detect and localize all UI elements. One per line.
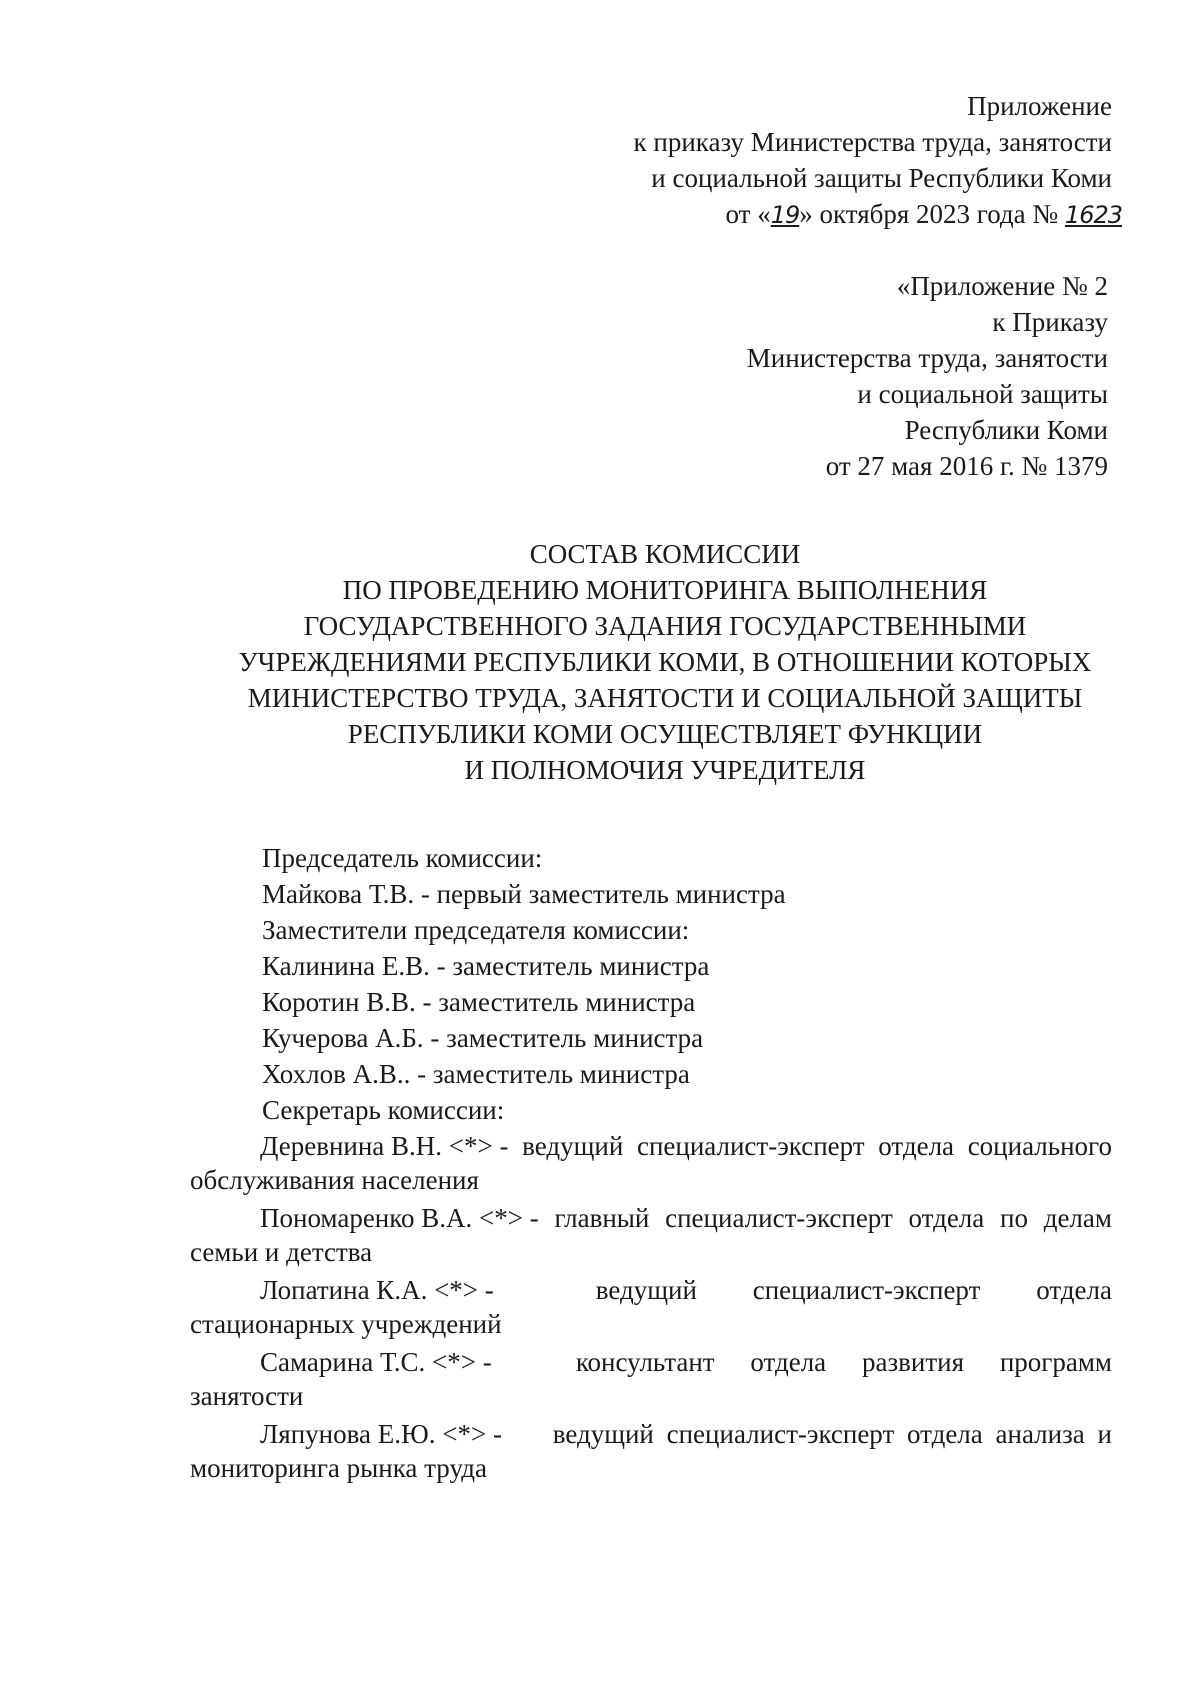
annex-date-line: от «19» октября 2023 года № 1623: [725, 199, 1122, 229]
prior-annex-line3: Министерства труда, занятости: [746, 343, 1108, 373]
chair-entry: Майкова Т.В. - первый заместитель министра: [262, 879, 786, 909]
annex-label: Приложение: [967, 91, 1112, 121]
deputy-entry: Хохлов А.В.. - заместитель министра: [262, 1059, 690, 1089]
prior-annex-label: «Приложение № 2: [896, 271, 1108, 301]
chair-heading: Председатель комиссии:: [262, 843, 543, 873]
deputy-entry: Коротин В.В. - заместитель министра: [262, 987, 696, 1017]
secretary-entry-line2: обслуживания населения: [190, 1165, 479, 1195]
handwritten-order-number: 1623: [1064, 201, 1122, 229]
member-entry-line1: Лопатина К.А. <*> - ведущий специалист-эксперт отдела: [260, 1275, 1112, 1305]
annex-ministry: и социальной защиты Республики Коми: [651, 163, 1112, 193]
prior-annex-line2: к Приказу: [992, 307, 1108, 337]
member-entry-line1: Самарина Т.С. <*> - консультант отдела развития программ: [260, 1347, 1112, 1377]
member-entry-line2: семьи и детства: [190, 1237, 373, 1267]
annex-order-ref: к приказу Министерства труда, занятости: [633, 127, 1112, 157]
title-line: СОСТАВ КОМИССИИ: [529, 539, 801, 569]
prior-annex-line6: от 27 мая 2016 г. № 1379: [825, 451, 1108, 481]
deputies-heading: Заместители председателя комиссии:: [262, 915, 690, 945]
member-entry-line2: мониторинга рынка труда: [190, 1453, 487, 1483]
title-line: РЕСПУБЛИКИ КОМИ ОСУЩЕСТВЛЯЕТ ФУНКЦИИ: [347, 719, 983, 749]
deputy-entry: Калинина Е.В. - заместитель министра: [262, 951, 710, 981]
title-line: ПО ПРОВЕДЕНИЮ МОНИТОРИНГА ВЫПОЛНЕНИЯ: [342, 575, 988, 605]
title-line: МИНИСТЕРСТВО ТРУДА, ЗАНЯТОСТИ И СОЦИАЛЬНОЙ ЗАЩИТЫ: [247, 683, 1083, 713]
member-entry-line1: Пономаренко В.А. <*> - главный специалист-эксперт отдела по делам: [260, 1203, 1112, 1233]
prior-annex-line5: Республики Коми: [904, 415, 1108, 445]
title-line: ГОСУДАРСТВЕННОГО ЗАДАНИЯ ГОСУДАРСТВЕННЫМИ: [303, 611, 1027, 641]
secretary-heading: Секретарь комиссии:: [262, 1095, 505, 1125]
deputy-entry: Кучерова А.Б. - заместитель министра: [262, 1023, 704, 1053]
member-entry-line2: стационарных учреждений: [190, 1309, 502, 1339]
title-line: УЧРЕЖДЕНИЯМИ РЕСПУБЛИКИ КОМИ, В ОТНОШЕНИИ КОТОРЫХ: [238, 647, 1092, 677]
member-entry-line1: Ляпунова Е.Ю. <*> - ведущий специалист-эксперт отдела анализа и: [260, 1419, 1112, 1449]
secretary-entry-line1: Деревнина В.Н. <*> - ведущий специалист-эксперт отдела социального: [260, 1131, 1112, 1161]
member-entry-line2: занятости: [190, 1381, 304, 1411]
prior-annex-line4: и социальной защиты: [857, 379, 1108, 409]
handwritten-day: 19: [770, 201, 800, 229]
title-line: И ПОЛНОМОЧИЯ УЧРЕДИТЕЛЯ: [464, 755, 866, 785]
